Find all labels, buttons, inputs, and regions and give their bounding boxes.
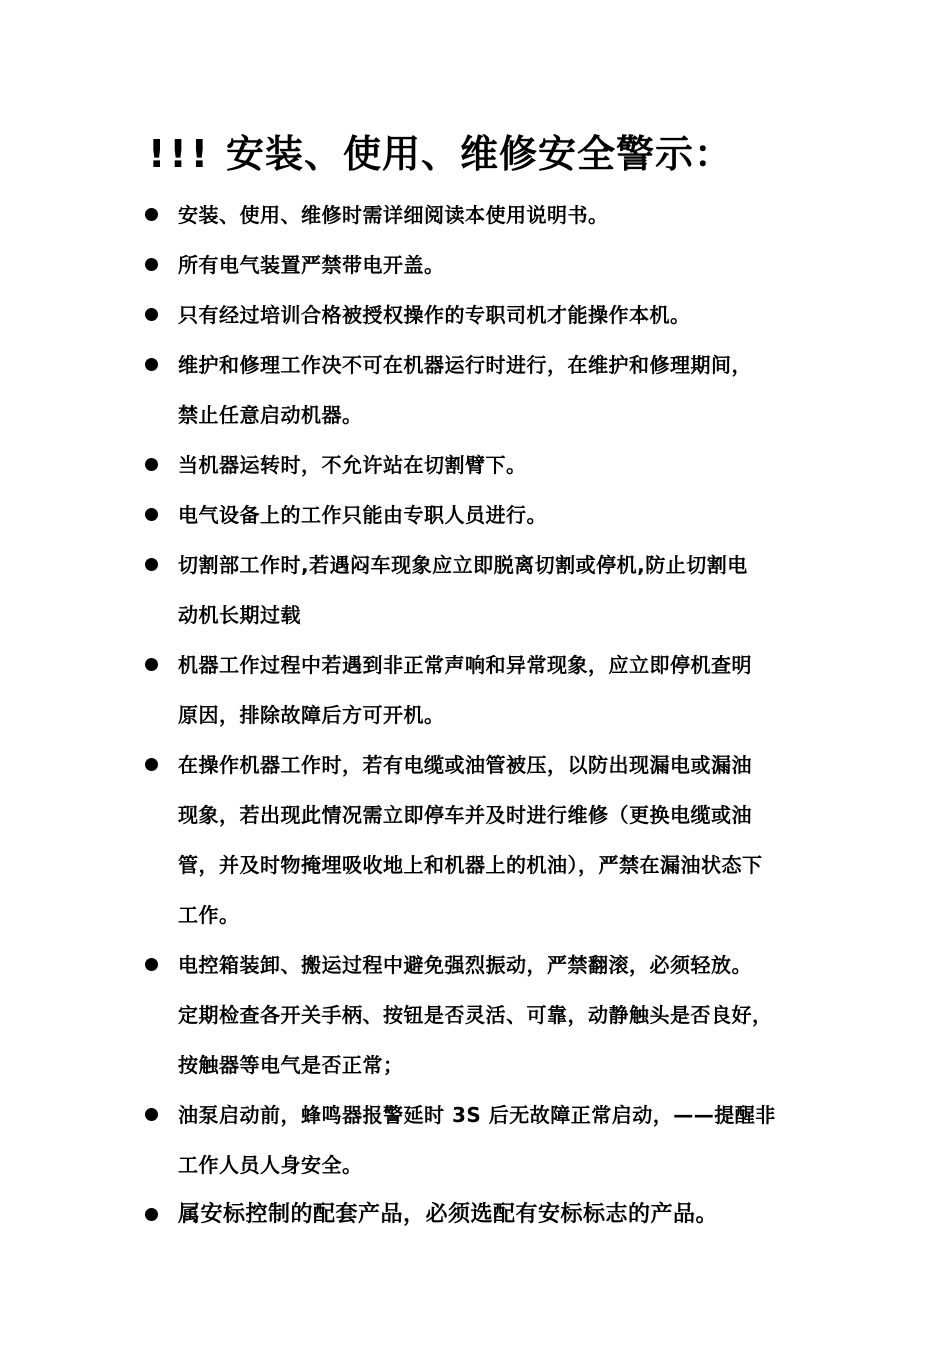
list-item-text: 油泵启动前，蜂鸣器报警延时 3S 后无故障正常启动，——提醒非 工作人员人身安全。 xyxy=(178,1103,776,1177)
list-item xyxy=(0,440,950,490)
list-item-text: 安装、使用、维修时需详细阅读本使用说明书。 xyxy=(178,203,609,227)
list-item xyxy=(0,540,950,640)
bullet-icon xyxy=(145,958,158,971)
list-item xyxy=(0,740,950,940)
list-item-text: 机器工作过程中若遇到非正常声响和异常现象，应立即停机查明 原因，排除故障后方可开机。 xyxy=(178,653,752,727)
bullet-icon xyxy=(145,658,158,671)
list-item-text: 在操作机器工作时，若有电缆或油管被压，以防出现漏电或漏油 现象，若出现此情况需立即停车并及时进行维修（更换电缆或油 管，并及时物掩埋吸收地上和机器上的机油），严禁在漏油状态下 工作。 xyxy=(178,753,763,927)
list-item-text: 当机器运转时，不允许站在切割臂下。 xyxy=(178,453,527,477)
safety-warning-list xyxy=(0,190,950,1240)
list-item-text: 只有经过培训合格被授权操作的专职司机才能操作本机。 xyxy=(178,303,691,327)
bullet-icon xyxy=(145,508,158,521)
bullet-icon xyxy=(145,308,158,321)
list-item xyxy=(0,1090,950,1190)
bullet-icon xyxy=(145,458,158,471)
list-item xyxy=(0,340,950,440)
title-text: 安装、使用、维修安全警示： xyxy=(226,132,734,176)
list-item-text: 维护和修理工作决不可在机器运行时进行，在维护和修理期间， 禁止任意启动机器。 xyxy=(178,353,752,427)
list-item xyxy=(0,490,950,540)
bullet-icon xyxy=(145,208,158,221)
list-item xyxy=(0,1190,950,1240)
list-item xyxy=(0,940,950,1090)
bullet-icon xyxy=(145,558,158,571)
page-title xyxy=(148,128,908,180)
bullet-icon xyxy=(145,1208,158,1221)
title-exclamation-marks: !!! xyxy=(148,132,212,176)
list-item xyxy=(0,640,950,740)
list-item-text: 电控箱装卸、搬运过程中避免强烈振动，严禁翻滚，必须轻放。 定期检查各开关手柄、按钮是否灵活、可靠，动静触头是否良好， 按触器等电气是否正常； xyxy=(178,953,773,1077)
bullet-icon xyxy=(145,1108,158,1121)
list-item-text: 切割部工作时,若遇闷车现象应立即脱离切割或停机,防止切割电 动机长期过载 xyxy=(178,553,748,627)
list-item-text: 属安标控制的配套产品，必须选配有安标标志的产品。 xyxy=(178,1202,719,1227)
bullet-icon xyxy=(145,358,158,371)
bullet-icon xyxy=(145,258,158,271)
list-item xyxy=(0,290,950,340)
list-item-text: 所有电气装置严禁带电开盖。 xyxy=(178,253,445,277)
bullet-icon xyxy=(145,758,158,771)
list-item xyxy=(0,190,950,240)
list-item-text: 电气设备上的工作只能由专职人员进行。 xyxy=(178,503,547,527)
list-item xyxy=(0,240,950,290)
